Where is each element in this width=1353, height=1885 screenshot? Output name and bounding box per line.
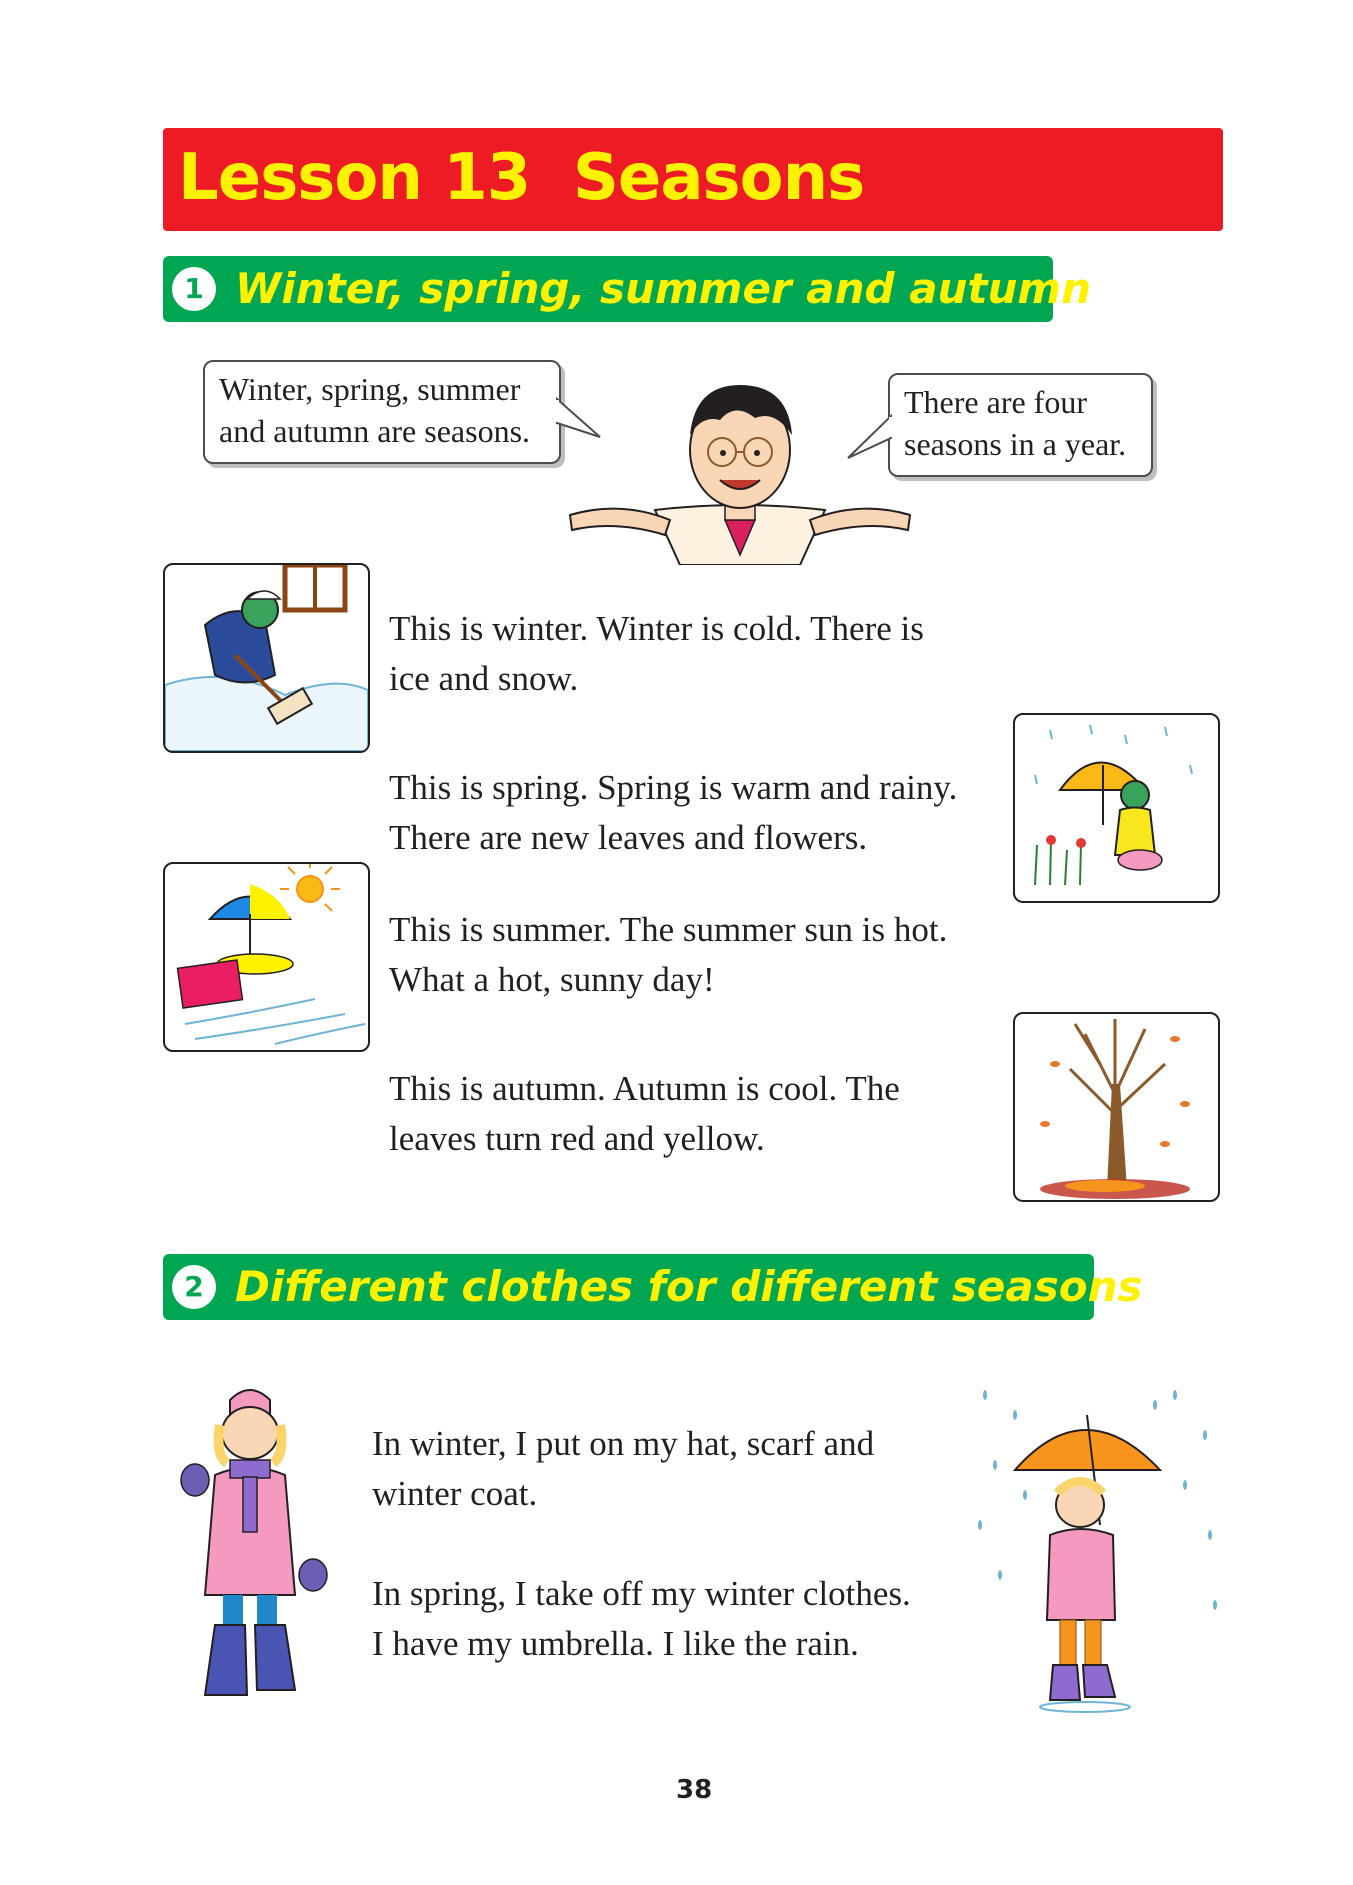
winter-paragraph	[389, 604, 924, 704]
spring-clothes-line-2: I have my umbrella. I like the rain.	[372, 1624, 859, 1663]
winter-clothes-line-2: winter coat.	[372, 1474, 538, 1513]
boy-shrugging-illustration	[560, 380, 920, 565]
spring-paragraph	[389, 763, 957, 863]
spring-clothes-paragraph	[372, 1569, 911, 1669]
girl-winter-clothes-illustration	[175, 1385, 335, 1705]
winter-clothes-paragraph	[372, 1419, 874, 1519]
winter-clothes-line-1: In winter, I put on my hat, scarf and	[372, 1424, 875, 1463]
spring-picture	[1013, 713, 1220, 903]
summer-line-2: What a hot, sunny day!	[389, 960, 715, 999]
autumn-line-2: leaves turn red and yellow.	[389, 1119, 765, 1158]
speech-bubble-left	[203, 360, 561, 464]
girl-with-umbrella-illustration	[965, 1375, 1225, 1715]
spring-line-2: There are new leaves and flowers.	[389, 818, 868, 857]
bubble-right-line-2: seasons in a year.	[904, 426, 1127, 462]
section-2-number: 2	[172, 1265, 216, 1309]
speech-bubble-right	[888, 373, 1153, 477]
winter-line-2: ice and snow.	[389, 659, 579, 698]
summer-line-1: This is summer. The summer sun is hot.	[389, 910, 948, 949]
summer-paragraph	[389, 905, 947, 1005]
winter-line-1: This is winter. Winter is cold. There is	[389, 609, 924, 648]
bubble-right-line-1: There are four	[904, 384, 1087, 420]
bubble-left-line-1: Winter, spring, summer	[219, 371, 521, 407]
winter-picture	[163, 563, 370, 753]
autumn-picture	[1013, 1012, 1220, 1202]
page-number: 38	[676, 1775, 713, 1805]
spring-clothes-line-1: In spring, I take off my winter clothes.	[372, 1574, 911, 1613]
spring-line-1: This is spring. Spring is warm and rainy.	[389, 768, 958, 807]
autumn-paragraph	[389, 1064, 900, 1164]
bubble-left-line-2: and autumn are seasons.	[219, 413, 531, 449]
autumn-line-1: This is autumn. Autumn is cool. The	[389, 1069, 900, 1108]
summer-picture	[163, 862, 370, 1052]
lesson-title: Lesson 13 Seasons	[178, 141, 865, 215]
section-2-title: Different clothes for different seasons	[235, 1262, 1143, 1311]
section-1-number: 1	[172, 267, 216, 311]
section-1-title: Winter, spring, summer and autumn	[235, 264, 1092, 313]
